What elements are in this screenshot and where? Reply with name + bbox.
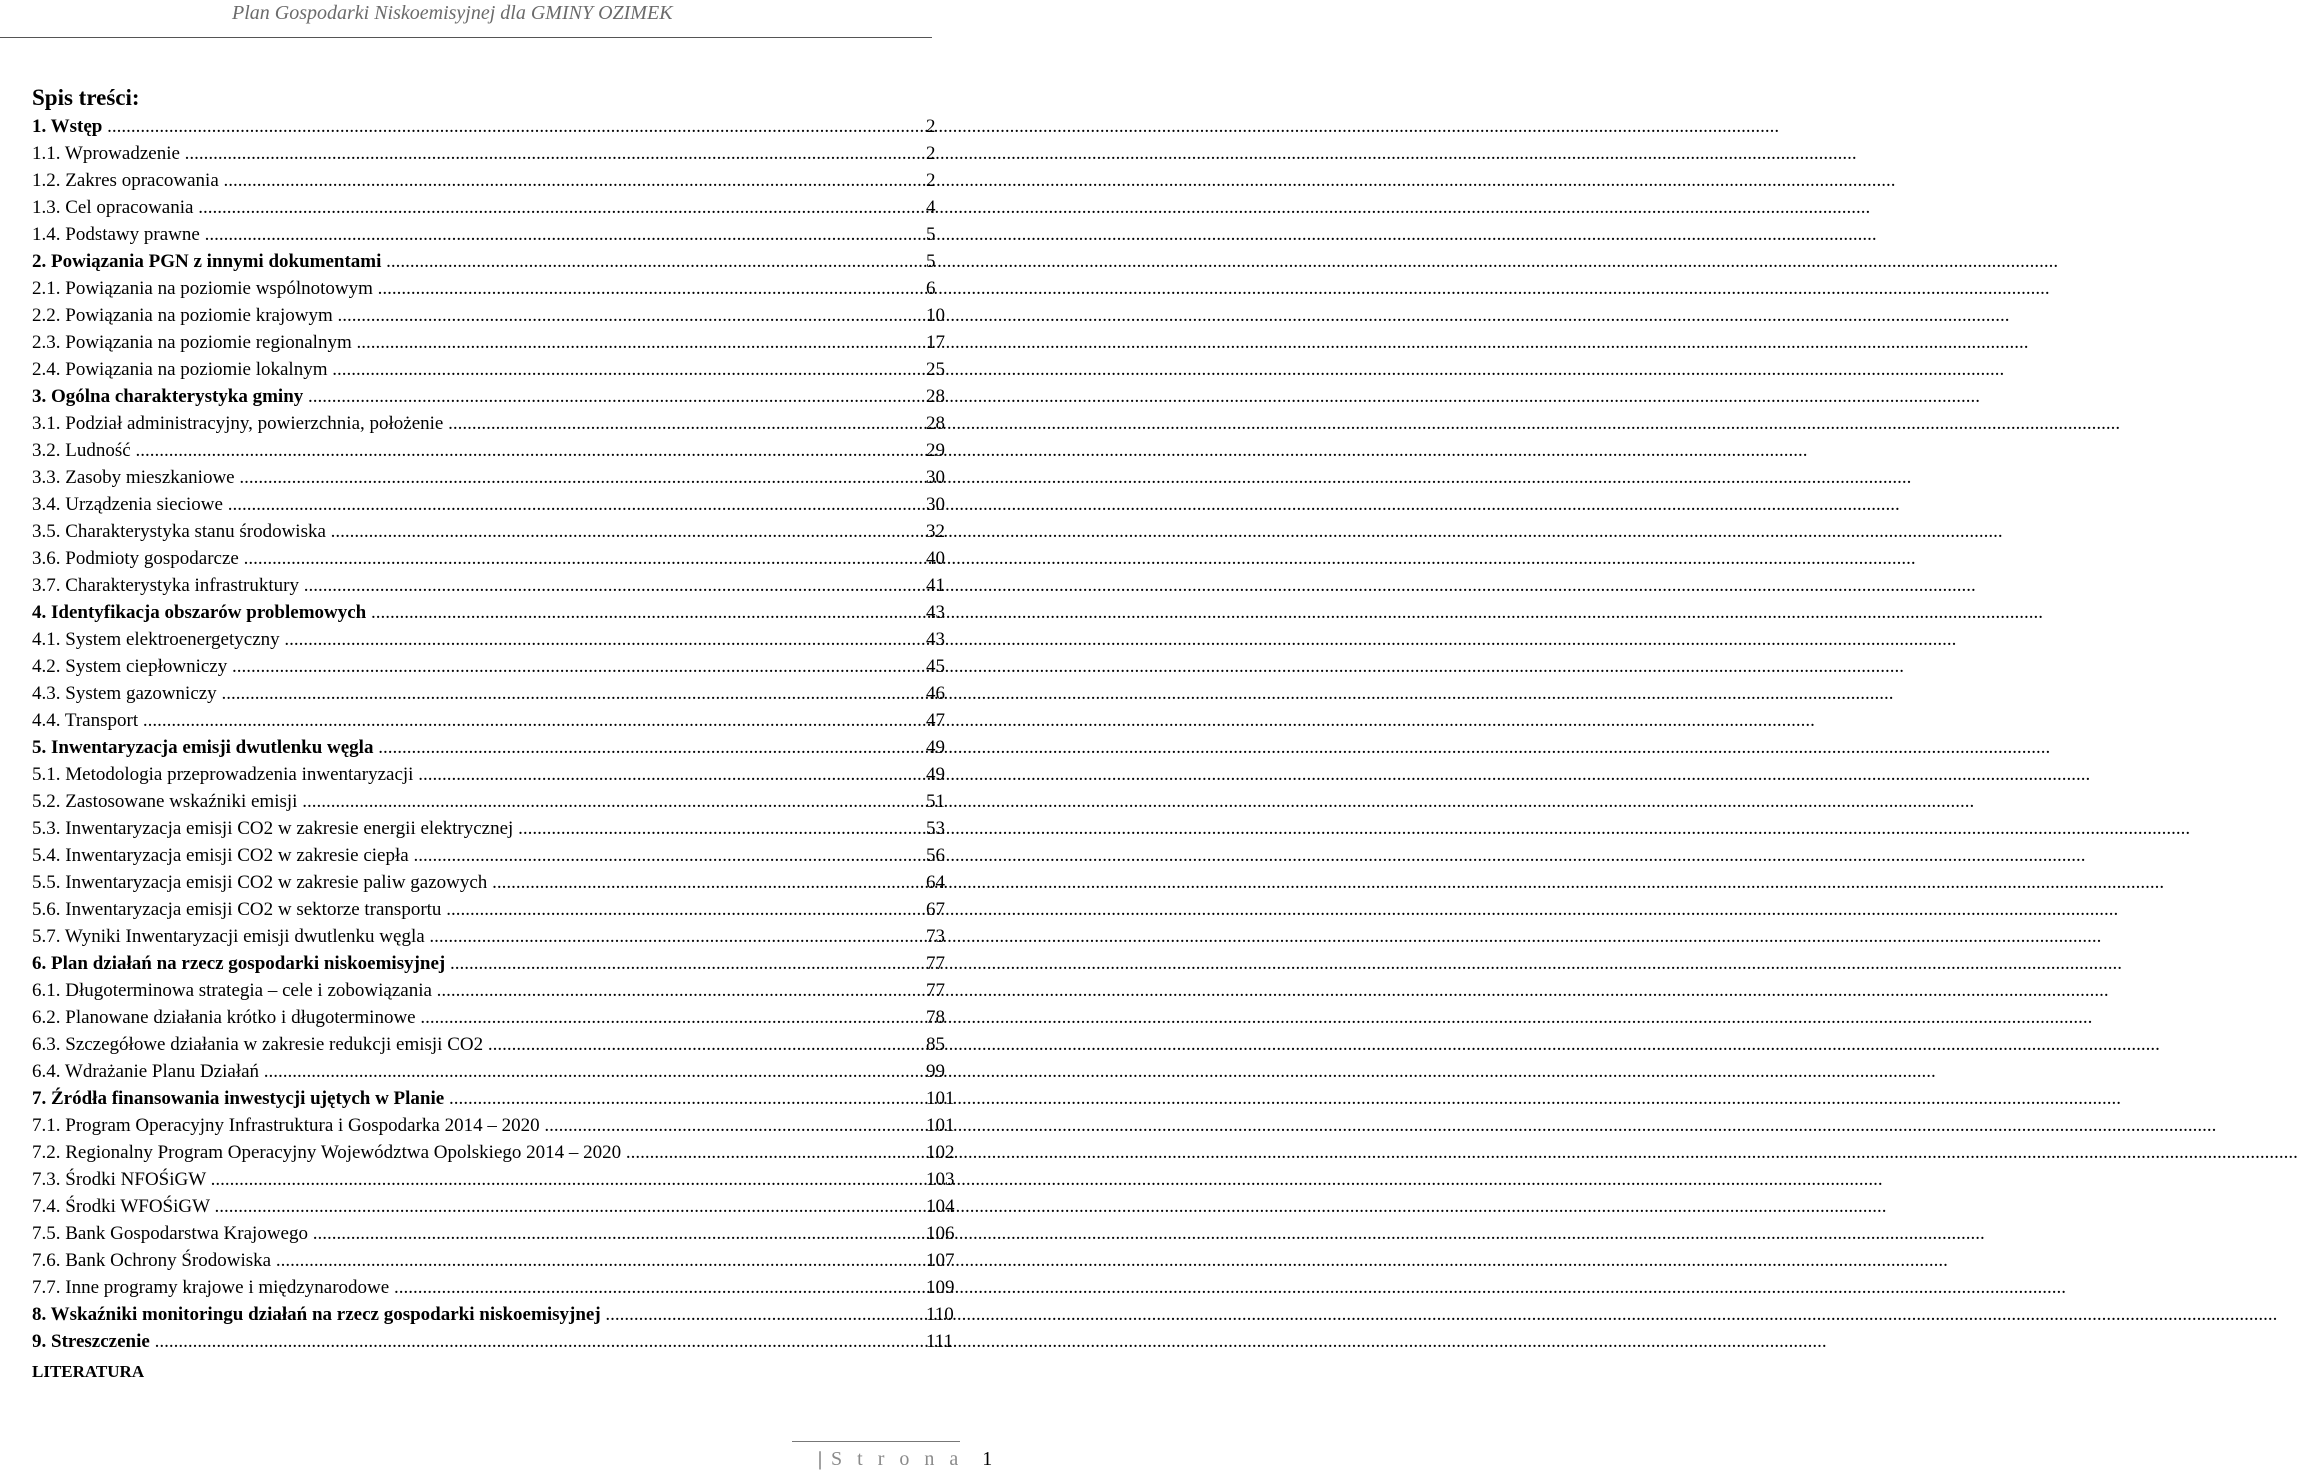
toc-entry-page: 107 xyxy=(926,1250,955,1271)
toc-entry[interactable] xyxy=(32,1193,960,1220)
toc-entry[interactable] xyxy=(32,1274,960,1301)
toc-entry-label: 7.4. Środki WFOŚiGW ..... xyxy=(32,1193,912,1220)
toc-entry[interactable] xyxy=(32,1112,960,1139)
running-header: Plan Gospodarki Niskoemisyjnej dla GMINY OZIMEK xyxy=(232,2,673,24)
toc-entry[interactable] xyxy=(32,221,960,248)
toc-entry[interactable] xyxy=(32,896,960,923)
toc-entry-page: 104 xyxy=(926,1196,955,1217)
toc-entry-page: 78 xyxy=(926,1007,945,1028)
toc-entry[interactable] xyxy=(32,815,960,842)
toc-entry-label: 3.7. Charakterystyka infrastruktury ..... xyxy=(32,572,912,599)
toc-entry[interactable] xyxy=(32,437,960,464)
toc-entry[interactable] xyxy=(32,194,960,221)
toc-entry[interactable] xyxy=(32,1139,960,1166)
toc-entry-page: 102 xyxy=(926,1142,955,1163)
toc-entry-label: 4. Identyfikacja obszarów problemowych ..... xyxy=(32,599,912,626)
toc-entry-page: 28 xyxy=(926,386,945,407)
toc-entry-page: 67 xyxy=(926,899,945,920)
toc-entry-label: 1.1. Wprowadzenie ..... xyxy=(32,140,912,167)
toc-entry-label: 2.2. Powiązania na poziomie krajowym ..... xyxy=(32,302,912,329)
toc-entry[interactable] xyxy=(32,707,960,734)
toc-entry-label: 1.2. Zakres opracowania ..... xyxy=(32,167,912,194)
toc-entry[interactable] xyxy=(32,977,960,1004)
toc-entry[interactable] xyxy=(32,167,960,194)
toc-entry[interactable] xyxy=(32,464,960,491)
toc-entry[interactable] xyxy=(32,113,960,140)
toc-entry-label: 3.2. Ludność ..... xyxy=(32,437,912,464)
toc-entry[interactable] xyxy=(32,383,960,410)
toc-entry-page: 77 xyxy=(926,980,945,1001)
toc-entry-label: 5. Inwentaryzacja emisji dwutlenku węgla ..... xyxy=(32,734,912,761)
toc-entry[interactable] xyxy=(32,842,960,869)
toc-entry-page: 106 xyxy=(926,1223,955,1244)
toc-entry-page: 109 xyxy=(926,1277,955,1298)
toc-entry[interactable] xyxy=(32,761,960,788)
toc-entry[interactable] xyxy=(32,1058,960,1085)
toc-entry-page: 25 xyxy=(926,359,945,380)
toc-entry-label: 6.3. Szczegółowe działania w zakresie redukcji emisji CO2 ..... xyxy=(32,1031,912,1058)
toc-entry-page: 10 xyxy=(926,305,945,326)
page-footer xyxy=(818,1446,992,1472)
toc-entry-page: 101 xyxy=(926,1115,955,1136)
toc-entry-label: 2. Powiązania PGN z innymi dokumentami ..... xyxy=(32,248,912,275)
toc-entry-page: 41 xyxy=(926,575,945,596)
toc-entry[interactable] xyxy=(32,1301,960,1328)
toc-entry-label: 1.3. Cel opracowania ..... xyxy=(32,194,912,221)
toc-entry-page: 29 xyxy=(926,440,945,461)
table-of-contents xyxy=(32,113,960,1355)
toc-entry[interactable] xyxy=(32,545,960,572)
toc-entry-label: 3.3. Zasoby mieszkaniowe ..... xyxy=(32,464,912,491)
toc-entry-label: 2.3. Powiązania na poziomie regionalnym ..... xyxy=(32,329,912,356)
toc-entry-label: 3.1. Podział administracyjny, powierzchnia, położenie ..... xyxy=(32,410,912,437)
toc-entry[interactable] xyxy=(32,410,960,437)
toc-entry[interactable] xyxy=(32,329,960,356)
toc-entry-label: 6.2. Planowane działania krótko i długoterminowe ..... xyxy=(32,1004,912,1031)
toc-entry-label: 5.2. Zastosowane wskaźniki emisji ..... xyxy=(32,788,912,815)
toc-entry-label: 6.1. Długoterminowa strategia – cele i zobowiązania ..... xyxy=(32,977,912,1004)
toc-entry-page: 30 xyxy=(926,467,945,488)
toc-entry-label: 6.4. Wdrażanie Planu Działań ..... xyxy=(32,1058,912,1085)
toc-entry-label: 3.5. Charakterystyka stanu środowiska ..... xyxy=(32,518,912,545)
toc-entry-page: 64 xyxy=(926,872,945,893)
toc-entry-page: 103 xyxy=(926,1169,955,1190)
toc-entry-label: 5.4. Inwentaryzacja emisji CO2 w zakresie ciepła ..... xyxy=(32,842,912,869)
toc-entry-label: 3. Ogólna charakterystyka gminy ..... xyxy=(32,383,912,410)
toc-entry-page: 43 xyxy=(926,602,945,623)
toc-entry[interactable] xyxy=(32,518,960,545)
toc-entry-page: 51 xyxy=(926,791,945,812)
toc-entry-label: 7.2. Regionalny Program Operacyjny Województwa Opolskiego 2014 – 2020 ..... xyxy=(32,1139,912,1166)
toc-entry[interactable] xyxy=(32,788,960,815)
toc-entry-page: 47 xyxy=(926,710,945,731)
toc-entry-label: 2.1. Powiązania na poziomie wspólnotowym ..... xyxy=(32,275,912,302)
toc-entry-label: 4.2. System ciepłowniczy ..... xyxy=(32,653,912,680)
toc-entry-label: 8. Wskaźniki monitoringu działań na rzecz gospodarki niskoemisyjnej ..... xyxy=(32,1301,912,1328)
toc-entry[interactable] xyxy=(32,248,960,275)
toc-entry[interactable] xyxy=(32,572,960,599)
footer-separator: | xyxy=(818,1448,823,1470)
toc-entry-label: 7. Źródła finansowania inwestycji ujętych w Planie ..... xyxy=(32,1085,912,1112)
toc-entry[interactable] xyxy=(32,869,960,896)
toc-entry[interactable] xyxy=(32,491,960,518)
toc-entry[interactable] xyxy=(32,950,960,977)
toc-entry-page: 46 xyxy=(926,683,945,704)
toc-entry-label: 4.4. Transport ..... xyxy=(32,707,912,734)
toc-entry-label: 3.6. Podmioty gospodarcze ..... xyxy=(32,545,912,572)
toc-entry[interactable] xyxy=(32,1220,960,1247)
toc-entry-page: 101 xyxy=(926,1088,955,1109)
toc-entry[interactable] xyxy=(32,599,960,626)
toc-entry-label: 7.5. Bank Gospodarstwa Krajowego ..... xyxy=(32,1220,912,1247)
toc-entry-page: 56 xyxy=(926,845,945,866)
toc-entry-label: 5.5. Inwentaryzacja emisji CO2 w zakresie paliw gazowych ..... xyxy=(32,869,912,896)
toc-entry-page: 2 xyxy=(926,170,936,191)
toc-entry-label: 1. Wstęp ..... xyxy=(32,113,912,140)
toc-entry[interactable] xyxy=(32,923,960,950)
toc-entry-page: 73 xyxy=(926,926,945,947)
footer-divider xyxy=(792,1441,960,1442)
toc-entry-label: 2.4. Powiązania na poziomie lokalnym ..... xyxy=(32,356,912,383)
toc-entry-label: 3.4. Urządzenia sieciowe ..... xyxy=(32,491,912,518)
toc-entry-page: 43 xyxy=(926,629,945,650)
toc-entry-page: 5 xyxy=(926,251,936,272)
footer-page-number: 1 xyxy=(982,1448,993,1470)
toc-entry-label: 4.1. System elektroenergetyczny ..... xyxy=(32,626,912,653)
toc-entry[interactable] xyxy=(32,626,960,653)
toc-entry[interactable] xyxy=(32,1247,960,1274)
toc-entry-label: 5.1. Metodologia przeprowadzenia inwentaryzacji ..... xyxy=(32,761,912,788)
toc-entry-page: 110 xyxy=(926,1304,954,1325)
toc-entry-label: 7.1. Program Operacyjny Infrastruktura i Gospodarka 2014 – 2020 ..... xyxy=(32,1112,912,1139)
toc-entry[interactable] xyxy=(32,275,960,302)
toc-entry-label: 4.3. System gazowniczy ..... xyxy=(32,680,912,707)
toc-entry[interactable] xyxy=(32,140,960,167)
toc-entry-label: 5.3. Inwentaryzacja emisji CO2 w zakresie energii elektrycznej ..... xyxy=(32,815,912,842)
footer-strona-label: S t r o n a xyxy=(831,1448,964,1470)
toc-entry-page: 85 xyxy=(926,1034,945,1055)
toc-entry[interactable] xyxy=(32,734,960,761)
toc-entry[interactable] xyxy=(32,356,960,383)
toc-entry-page: 5 xyxy=(926,224,936,245)
toc-entry-page: 28 xyxy=(926,413,945,434)
toc-entry-page: 4 xyxy=(926,197,936,218)
toc-entry[interactable] xyxy=(32,302,960,329)
toc-entry-label: 7.6. Bank Ochrony Środowiska ..... xyxy=(32,1247,912,1274)
toc-entry-page: 2 xyxy=(926,116,936,137)
toc-entry[interactable] xyxy=(32,1004,960,1031)
literatura-heading: LITERATURA xyxy=(32,1362,145,1381)
toc-entry-page: 49 xyxy=(926,737,945,758)
toc-entry-page: 49 xyxy=(926,764,945,785)
toc-title: Spis treści: xyxy=(32,85,140,110)
toc-entry-page: 2 xyxy=(926,143,936,164)
toc-entry-label: 9. Streszczenie ..... xyxy=(32,1328,912,1355)
toc-entry-label: 7.7. Inne programy krajowe i międzynarodowe ..... xyxy=(32,1274,912,1301)
toc-entry-label: 7.3. Środki NFOŚiGW ..... xyxy=(32,1166,912,1193)
toc-entry-page: 30 xyxy=(926,494,945,515)
toc-entry[interactable] xyxy=(32,1328,960,1355)
toc-entry[interactable] xyxy=(32,680,960,707)
toc-entry-page: 32 xyxy=(926,521,945,542)
toc-entry-label: 5.7. Wyniki Inwentaryzacji emisji dwutlenku węgla ..... xyxy=(32,923,912,950)
toc-entry-page: 45 xyxy=(926,656,945,677)
toc-entry-page: 111 xyxy=(926,1331,954,1352)
toc-entry[interactable] xyxy=(32,1166,960,1193)
toc-entry-page: 99 xyxy=(926,1061,945,1082)
toc-entry[interactable] xyxy=(32,653,960,680)
header-divider xyxy=(0,37,932,38)
toc-entry-page: 40 xyxy=(926,548,945,569)
toc-entry-label: 6. Plan działań na rzecz gospodarki niskoemisyjnej ..... xyxy=(32,950,912,977)
toc-entry-page: 77 xyxy=(926,953,945,974)
toc-entry[interactable] xyxy=(32,1085,960,1112)
toc-entry-page: 53 xyxy=(926,818,945,839)
toc-entry-page: 17 xyxy=(926,332,945,353)
toc-entry-page: 6 xyxy=(926,278,936,299)
toc-entry-label: 1.4. Podstawy prawne ..... xyxy=(32,221,912,248)
toc-entry[interactable] xyxy=(32,1031,960,1058)
toc-entry-label: 5.6. Inwentaryzacja emisji CO2 w sektorze transportu ..... xyxy=(32,896,912,923)
